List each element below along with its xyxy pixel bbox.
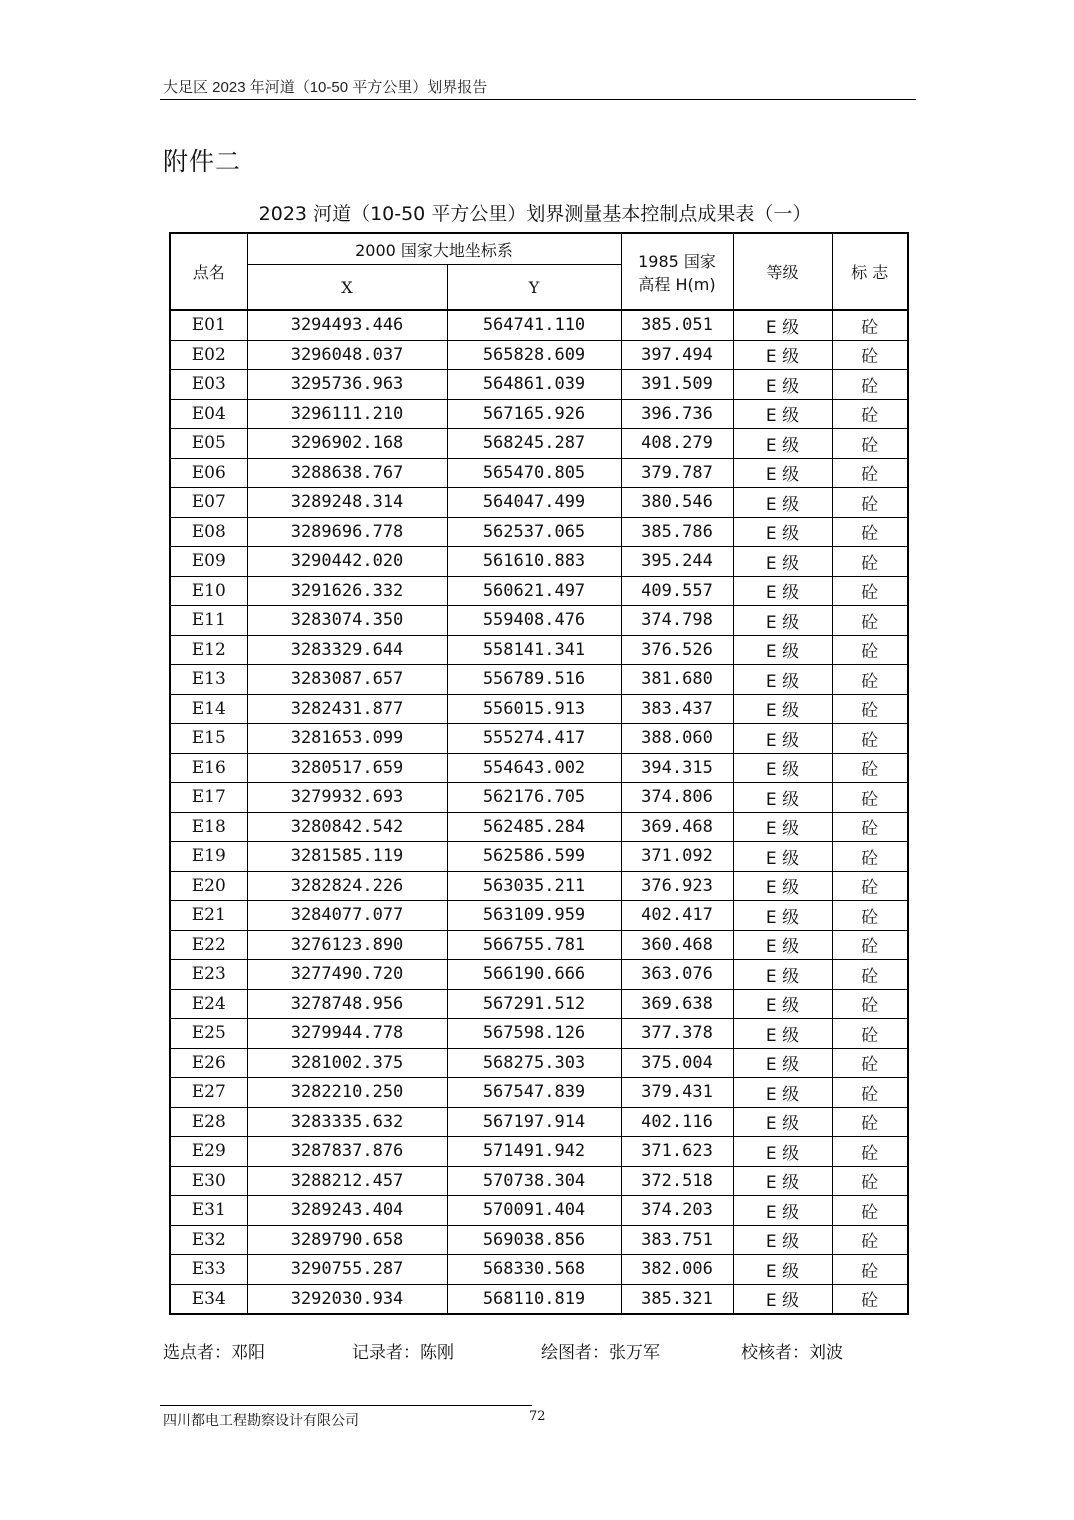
selector-signature: 选点者：邓阳	[163, 1343, 265, 1363]
table-row	[170, 1137, 908, 1167]
footer-company: 四川都电工程勘察设计有限公司	[163, 1413, 359, 1429]
header-divider	[160, 99, 916, 100]
col-header-coord-system: 2000 国家大地坐标系	[247, 233, 621, 265]
grade-cell: E 级	[733, 1196, 832, 1226]
elevation-cell: 379.431	[621, 1078, 733, 1108]
y-coordinate-cell: 568245.287	[447, 429, 621, 459]
grade-cell: E 级	[733, 310, 832, 340]
y-coordinate-cell: 570738.304	[447, 1166, 621, 1196]
mark-type-cell: 砼	[832, 1078, 908, 1108]
mark-type-cell: 砼	[832, 547, 908, 577]
point-name-cell: E29	[170, 1137, 247, 1167]
grade-cell: E 级	[733, 960, 832, 990]
point-name-cell: E25	[170, 1019, 247, 1049]
mark-type-cell: 砼	[832, 1019, 908, 1049]
mark-type-cell: 砼	[832, 930, 908, 960]
elevation-cell: 383.751	[621, 1225, 733, 1255]
mark-type-cell: 砼	[832, 635, 908, 665]
x-coordinate-cell: 3288212.457	[247, 1166, 447, 1196]
grade-cell: E 级	[733, 1048, 832, 1078]
y-coordinate-cell: 564047.499	[447, 488, 621, 518]
point-name-cell: E34	[170, 1284, 247, 1314]
table-row	[170, 989, 908, 1019]
table-row	[170, 488, 908, 518]
col-header-elevation	[621, 233, 733, 310]
y-coordinate-cell: 561610.883	[447, 547, 621, 577]
table-row	[170, 1166, 908, 1196]
point-name-cell: E03	[170, 370, 247, 400]
x-coordinate-cell: 3280842.542	[247, 812, 447, 842]
elevation-cell: 377.378	[621, 1019, 733, 1049]
point-name-cell: E07	[170, 488, 247, 518]
elevation-cell: 371.092	[621, 842, 733, 872]
table-row	[170, 1225, 908, 1255]
elevation-cell: 388.060	[621, 724, 733, 754]
point-name-cell: E26	[170, 1048, 247, 1078]
x-coordinate-cell: 3280517.659	[247, 753, 447, 783]
table-row	[170, 1078, 908, 1108]
mark-type-cell: 砼	[832, 1137, 908, 1167]
y-coordinate-cell: 567165.926	[447, 399, 621, 429]
y-coordinate-cell: 563109.959	[447, 901, 621, 931]
grade-cell: E 级	[733, 340, 832, 370]
table-row	[170, 694, 908, 724]
mark-type-cell: 砼	[832, 458, 908, 488]
x-coordinate-cell: 3281653.099	[247, 724, 447, 754]
table-row	[170, 370, 908, 400]
x-coordinate-cell: 3292030.934	[247, 1284, 447, 1314]
mark-type-cell: 砼	[832, 989, 908, 1019]
y-coordinate-cell: 555274.417	[447, 724, 621, 754]
elevation-cell: 360.468	[621, 930, 733, 960]
x-coordinate-cell: 3283335.632	[247, 1107, 447, 1137]
point-name-cell: E23	[170, 960, 247, 990]
table-row	[170, 724, 908, 754]
mark-type-cell: 砼	[832, 1048, 908, 1078]
table-row	[170, 606, 908, 636]
y-coordinate-cell: 569038.856	[447, 1225, 621, 1255]
x-coordinate-cell: 3289248.314	[247, 488, 447, 518]
y-coordinate-cell: 567547.839	[447, 1078, 621, 1108]
elevation-cell: 408.279	[621, 429, 733, 459]
x-coordinate-cell: 3281585.119	[247, 842, 447, 872]
x-coordinate-cell: 3296111.210	[247, 399, 447, 429]
col-header-mark: 标 志	[832, 233, 908, 310]
x-coordinate-cell: 3282431.877	[247, 694, 447, 724]
x-coordinate-cell: 3279944.778	[247, 1019, 447, 1049]
x-coordinate-cell: 3281002.375	[247, 1048, 447, 1078]
y-coordinate-cell: 570091.404	[447, 1196, 621, 1226]
table-body	[170, 310, 908, 1314]
point-name-cell: E19	[170, 842, 247, 872]
point-name-cell: E10	[170, 576, 247, 606]
grade-cell: E 级	[733, 606, 832, 636]
point-name-cell: E30	[170, 1166, 247, 1196]
y-coordinate-cell: 568330.568	[447, 1255, 621, 1285]
point-name-cell: E04	[170, 399, 247, 429]
grade-cell: E 级	[733, 694, 832, 724]
elevation-cell: 382.006	[621, 1255, 733, 1285]
grade-cell: E 级	[733, 1107, 832, 1137]
point-name-cell: E21	[170, 901, 247, 931]
mark-type-cell: 砼	[832, 960, 908, 990]
control-point-table	[169, 232, 909, 1315]
elevation-cell: 397.494	[621, 340, 733, 370]
table-title: 2023 河道（10-50 平方公里）划界测量基本控制点成果表（一）	[258, 203, 812, 225]
point-name-cell: E22	[170, 930, 247, 960]
elevation-cell: 402.417	[621, 901, 733, 931]
point-name-cell: E15	[170, 724, 247, 754]
table-row	[170, 399, 908, 429]
grade-cell: E 级	[733, 399, 832, 429]
x-coordinate-cell: 3278748.956	[247, 989, 447, 1019]
table-row	[170, 930, 908, 960]
mark-type-cell: 砼	[832, 783, 908, 813]
table-row	[170, 1255, 908, 1285]
mark-type-cell: 砼	[832, 812, 908, 842]
y-coordinate-cell: 559408.476	[447, 606, 621, 636]
elevation-cell: 374.806	[621, 783, 733, 813]
x-coordinate-cell: 3289696.778	[247, 517, 447, 547]
col-header-name: 点名	[170, 233, 247, 310]
point-name-cell: E08	[170, 517, 247, 547]
elevation-label-line2: 高程 H(m)	[638, 274, 716, 294]
mark-type-cell: 砼	[832, 576, 908, 606]
mark-type-cell: 砼	[832, 871, 908, 901]
drafter-signature: 绘图者：张万军	[541, 1343, 660, 1363]
mark-type-cell: 砼	[832, 488, 908, 518]
col-header-y: Y	[447, 265, 621, 311]
elevation-cell: 376.526	[621, 635, 733, 665]
elevation-cell: 363.076	[621, 960, 733, 990]
elevation-cell: 385.321	[621, 1284, 733, 1314]
elevation-cell: 374.203	[621, 1196, 733, 1226]
point-name-cell: E11	[170, 606, 247, 636]
y-coordinate-cell: 566755.781	[447, 930, 621, 960]
mark-type-cell: 砼	[832, 1196, 908, 1226]
grade-cell: E 级	[733, 1225, 832, 1255]
point-name-cell: E28	[170, 1107, 247, 1137]
grade-cell: E 级	[733, 783, 832, 813]
elevation-cell: 374.798	[621, 606, 733, 636]
grade-cell: E 级	[733, 1019, 832, 1049]
elevation-cell: 396.736	[621, 399, 733, 429]
mark-type-cell: 砼	[832, 901, 908, 931]
y-coordinate-cell: 567197.914	[447, 1107, 621, 1137]
grade-cell: E 级	[733, 1255, 832, 1285]
y-coordinate-cell: 560621.497	[447, 576, 621, 606]
grade-cell: E 级	[733, 517, 832, 547]
x-coordinate-cell: 3289243.404	[247, 1196, 447, 1226]
x-coordinate-cell: 3282824.226	[247, 871, 447, 901]
y-coordinate-cell: 562586.599	[447, 842, 621, 872]
grade-cell: E 级	[733, 576, 832, 606]
point-name-cell: E09	[170, 547, 247, 577]
mark-type-cell: 砼	[832, 606, 908, 636]
point-name-cell: E20	[170, 871, 247, 901]
elevation-cell: 391.509	[621, 370, 733, 400]
mark-type-cell: 砼	[832, 1225, 908, 1255]
mark-type-cell: 砼	[832, 310, 908, 340]
elevation-cell: 371.623	[621, 1137, 733, 1167]
table-row	[170, 1284, 908, 1314]
x-coordinate-cell: 3277490.720	[247, 960, 447, 990]
grade-cell: E 级	[733, 724, 832, 754]
point-name-cell: E06	[170, 458, 247, 488]
col-header-x: X	[247, 265, 447, 311]
table-row	[170, 1196, 908, 1226]
page-number: 72	[529, 1409, 546, 1424]
mark-type-cell: 砼	[832, 1166, 908, 1196]
point-name-cell: E01	[170, 310, 247, 340]
y-coordinate-cell: 558141.341	[447, 635, 621, 665]
mark-type-cell: 砼	[832, 1284, 908, 1314]
point-name-cell: E31	[170, 1196, 247, 1226]
y-coordinate-cell: 563035.211	[447, 871, 621, 901]
elevation-cell: 381.680	[621, 665, 733, 695]
attachment-label: 附件二	[163, 147, 242, 176]
table-row	[170, 783, 908, 813]
table-row	[170, 871, 908, 901]
x-coordinate-cell: 3284077.077	[247, 901, 447, 931]
grade-cell: E 级	[733, 429, 832, 459]
elevation-cell: 402.116	[621, 1107, 733, 1137]
x-coordinate-cell: 3294493.446	[247, 310, 447, 340]
point-name-cell: E13	[170, 665, 247, 695]
table-row	[170, 1048, 908, 1078]
y-coordinate-cell: 567598.126	[447, 1019, 621, 1049]
point-name-cell: E05	[170, 429, 247, 459]
grade-cell: E 级	[733, 1137, 832, 1167]
elevation-cell: 376.923	[621, 871, 733, 901]
elevation-cell: 383.437	[621, 694, 733, 724]
x-coordinate-cell: 3282210.250	[247, 1078, 447, 1108]
x-coordinate-cell: 3276123.890	[247, 930, 447, 960]
grade-cell: E 级	[733, 989, 832, 1019]
mark-type-cell: 砼	[832, 517, 908, 547]
y-coordinate-cell: 571491.942	[447, 1137, 621, 1167]
grade-cell: E 级	[733, 842, 832, 872]
elevation-cell: 379.787	[621, 458, 733, 488]
x-coordinate-cell: 3296048.037	[247, 340, 447, 370]
mark-type-cell: 砼	[832, 665, 908, 695]
x-coordinate-cell: 3290755.287	[247, 1255, 447, 1285]
table-row	[170, 517, 908, 547]
x-coordinate-cell: 3296902.168	[247, 429, 447, 459]
grade-cell: E 级	[733, 488, 832, 518]
mark-type-cell: 砼	[832, 842, 908, 872]
elevation-cell: 385.786	[621, 517, 733, 547]
grade-cell: E 级	[733, 1166, 832, 1196]
y-coordinate-cell: 568110.819	[447, 1284, 621, 1314]
point-name-cell: E16	[170, 753, 247, 783]
y-coordinate-cell: 565470.805	[447, 458, 621, 488]
col-header-grade: 等级	[733, 233, 832, 310]
table-row	[170, 665, 908, 695]
point-name-cell: E32	[170, 1225, 247, 1255]
grade-cell: E 级	[733, 930, 832, 960]
mark-type-cell: 砼	[832, 429, 908, 459]
x-coordinate-cell: 3295736.963	[247, 370, 447, 400]
x-coordinate-cell: 3283087.657	[247, 665, 447, 695]
y-coordinate-cell: 562176.705	[447, 783, 621, 813]
elevation-cell: 369.638	[621, 989, 733, 1019]
grade-cell: E 级	[733, 753, 832, 783]
point-name-cell: E24	[170, 989, 247, 1019]
mark-type-cell: 砼	[832, 1255, 908, 1285]
elevation-cell: 409.557	[621, 576, 733, 606]
table-row	[170, 960, 908, 990]
grade-cell: E 级	[733, 458, 832, 488]
grade-cell: E 级	[733, 635, 832, 665]
y-coordinate-cell: 562485.284	[447, 812, 621, 842]
y-coordinate-cell: 556015.913	[447, 694, 621, 724]
table-row	[170, 458, 908, 488]
grade-cell: E 级	[733, 1284, 832, 1314]
grade-cell: E 级	[733, 370, 832, 400]
y-coordinate-cell: 566190.666	[447, 960, 621, 990]
x-coordinate-cell: 3289790.658	[247, 1225, 447, 1255]
point-name-cell: E27	[170, 1078, 247, 1108]
point-name-cell: E02	[170, 340, 247, 370]
table-row	[170, 576, 908, 606]
table-row	[170, 1107, 908, 1137]
x-coordinate-cell: 3283074.350	[247, 606, 447, 636]
point-name-cell: E14	[170, 694, 247, 724]
y-coordinate-cell: 564861.039	[447, 370, 621, 400]
mark-type-cell: 砼	[832, 340, 908, 370]
elevation-cell: 369.468	[621, 812, 733, 842]
mark-type-cell: 砼	[832, 399, 908, 429]
elevation-cell: 380.546	[621, 488, 733, 518]
x-coordinate-cell: 3288638.767	[247, 458, 447, 488]
mark-type-cell: 砼	[832, 1107, 908, 1137]
mark-type-cell: 砼	[832, 753, 908, 783]
table-row	[170, 635, 908, 665]
mark-type-cell: 砼	[832, 724, 908, 754]
table-row	[170, 547, 908, 577]
point-name-cell: E12	[170, 635, 247, 665]
table-row	[170, 901, 908, 931]
x-coordinate-cell: 3290442.020	[247, 547, 447, 577]
x-coordinate-cell: 3279932.693	[247, 783, 447, 813]
table-row	[170, 310, 908, 340]
y-coordinate-cell: 565828.609	[447, 340, 621, 370]
x-coordinate-cell: 3283329.644	[247, 635, 447, 665]
y-coordinate-cell: 554643.002	[447, 753, 621, 783]
point-name-cell: E18	[170, 812, 247, 842]
recorder-signature: 记录者：陈刚	[352, 1343, 454, 1363]
point-name-cell: E17	[170, 783, 247, 813]
mark-type-cell: 砼	[832, 694, 908, 724]
table-row	[170, 812, 908, 842]
table-row	[170, 1019, 908, 1049]
table-row	[170, 842, 908, 872]
elevation-cell: 372.518	[621, 1166, 733, 1196]
table-row	[170, 753, 908, 783]
table-row	[170, 429, 908, 459]
elevation-cell: 375.004	[621, 1048, 733, 1078]
x-coordinate-cell: 3287837.876	[247, 1137, 447, 1167]
grade-cell: E 级	[733, 812, 832, 842]
mark-type-cell: 砼	[832, 370, 908, 400]
elevation-cell: 394.315	[621, 753, 733, 783]
running-header: 大足区 2023 年河道（10-50 平方公里）划界报告	[163, 79, 488, 96]
y-coordinate-cell: 562537.065	[447, 517, 621, 547]
y-coordinate-cell: 568275.303	[447, 1048, 621, 1078]
grade-cell: E 级	[733, 1078, 832, 1108]
grade-cell: E 级	[733, 665, 832, 695]
table-row	[170, 340, 908, 370]
grade-cell: E 级	[733, 871, 832, 901]
footer-divider	[160, 1405, 532, 1406]
elevation-cell: 395.244	[621, 547, 733, 577]
point-name-cell: E33	[170, 1255, 247, 1285]
x-coordinate-cell: 3291626.332	[247, 576, 447, 606]
y-coordinate-cell: 567291.512	[447, 989, 621, 1019]
y-coordinate-cell: 556789.516	[447, 665, 621, 695]
grade-cell: E 级	[733, 547, 832, 577]
checker-signature: 校核者：刘波	[741, 1343, 843, 1363]
grade-cell: E 级	[733, 901, 832, 931]
y-coordinate-cell: 564741.110	[447, 310, 621, 340]
elevation-cell: 385.051	[621, 310, 733, 340]
elevation-label-line1: 1985 国家	[638, 251, 716, 271]
